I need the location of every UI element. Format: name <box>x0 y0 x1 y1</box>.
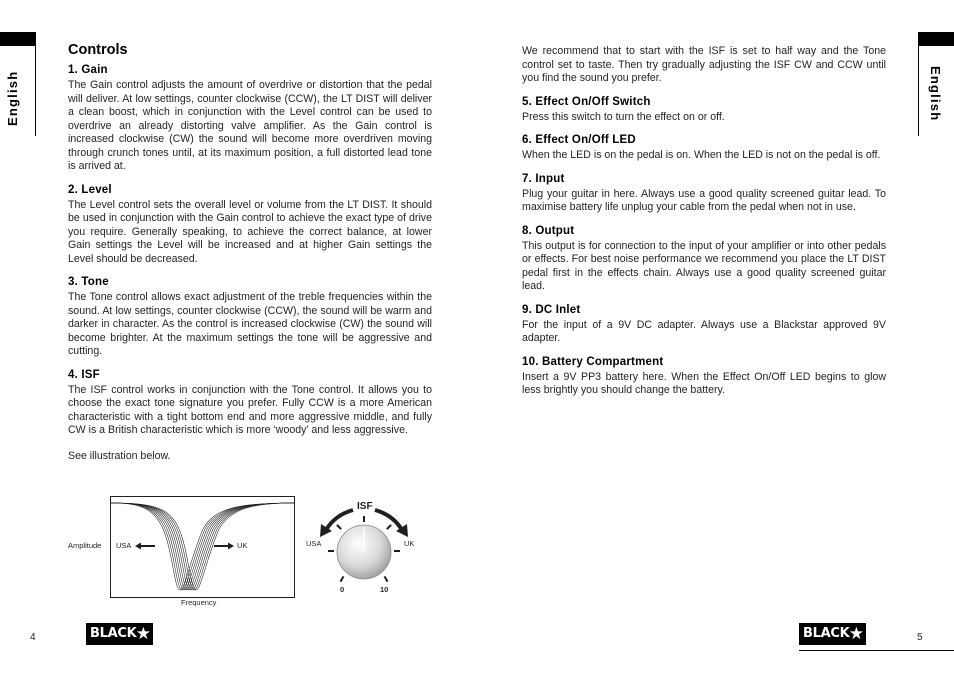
section-body: Press this switch to turn the effect on or off. <box>522 110 725 123</box>
section-battery <box>522 356 886 398</box>
section-dc-inlet <box>522 304 886 346</box>
logo-text: BLACK <box>803 626 850 641</box>
isf-frequency-graph <box>110 496 295 598</box>
see-illustration-note: See illustration below. <box>68 449 171 462</box>
section-body: The ISF control works in conjunction with the Tone control. It allows you to choose the exact tone signature you prefer. Fully CCW is a more American characteristic with a tight bottom end and more aggressive middle, and fully CW is a British characteristic which is more ‘woody’ and less aggressive. <box>68 383 432 436</box>
section-body: When the LED is on the pedal is on. When the LED is not on the pedal is off. <box>522 149 881 161</box>
section-heading: 1. Gain <box>68 64 108 76</box>
star-icon: ★ <box>848 624 864 643</box>
page-title: Controls <box>68 42 128 58</box>
frequency-label: Frequency <box>181 598 217 607</box>
section-output <box>522 225 886 294</box>
left-page-column <box>68 42 432 463</box>
section-heading: 3. Tone <box>68 276 109 288</box>
page-number-left: 4 <box>30 632 36 643</box>
section-level <box>68 184 432 267</box>
section-heading: 4. ISF <box>68 368 100 381</box>
section-heading: 2. Level <box>68 183 112 196</box>
section-body: For the input of a 9V DC adapter. Always use a Blackstar approved 9V adapter. <box>522 318 886 344</box>
graph-usa-label: USA <box>116 541 132 550</box>
footer-rule <box>799 650 954 651</box>
section-gain <box>68 64 432 174</box>
section-body: The Gain control adjusts the amount of overdrive or distortion that the pedal will deliver. At low settings, counter clockwise (CCW), the LT DIST will deliver a clean boost, which in conjunction with the Level control can be used to overdrive an already distorting valve amplifier. As the Gain control is increased clockwise (CW) the sound will become more overdriven moving through crunch tones until, at its maximum position, a full distorted lead tone is arrived at. <box>68 79 432 172</box>
section-body: Insert a 9V PP3 battery here. When the Effect On/Off LED begins to glow less brightly you should change the battery. <box>522 370 886 396</box>
section-heading: 9. DC Inlet <box>522 303 581 316</box>
blackstar-logo-left <box>86 623 153 645</box>
language-tab-right-label: English <box>928 66 943 122</box>
section-effect-switch <box>522 96 886 125</box>
section-heading: 10. Battery Compartment <box>522 355 664 368</box>
knob-uk-label: UK <box>404 539 415 548</box>
knob-usa-label: USA <box>306 539 322 548</box>
graph-uk-label: UK <box>237 541 248 550</box>
section-effect-led <box>522 134 886 163</box>
knob-max-label: 10 <box>380 585 389 594</box>
section-heading: 7. Input <box>522 172 565 185</box>
logo-text: BLACK <box>90 626 137 641</box>
page-number-right: 5 <box>917 632 923 643</box>
section-heading: 8. Output <box>522 224 575 237</box>
knob-isf-label: ISF <box>357 501 373 512</box>
star-icon: ★ <box>135 624 151 643</box>
right-page-column <box>522 45 886 398</box>
section-isf <box>68 369 432 438</box>
blackstar-logo-right <box>799 623 866 645</box>
section-heading: 6. Effect On/Off LED <box>522 134 636 146</box>
intro-paragraph: We recommend that to start with the ISF is set to half way and the Tone control set to taste. Then try gradually adjusting the ISF CW and CCW until you find the sound you prefer. <box>522 45 886 84</box>
section-input <box>522 173 886 215</box>
section-tone <box>68 276 432 359</box>
knob-min-label: 0 <box>340 585 345 594</box>
language-tab-right <box>918 32 954 136</box>
amplitude-label: Amplitude <box>68 541 102 550</box>
isf-curves <box>111 497 294 597</box>
section-body: This output is for connection to the input of your amplifier or into other pedals or effects. For best noise performance we recommend you place the LT DIST pedal first in the effects chain. Always use a good quality screened guitar lead. <box>522 239 886 292</box>
language-tab-left-label: English <box>5 70 20 126</box>
section-body: The Tone control allows exact adjustment of the treble frequencies within the sound. At low settings, counter clockwise (CCW), the sound will be warm and darker in character. As the control is increased clockwise (CW) the sound will become brighter. At the maximum settings the tone will be aggressive and cutting. <box>68 291 432 357</box>
section-body: Plug your guitar in here. Always use a good quality screened guitar lead. To maximise battery life unplug your cable from the pedal when not in use. <box>522 187 886 213</box>
section-heading: 5. Effect On/Off Switch <box>522 95 651 108</box>
language-tab-left <box>0 32 36 136</box>
section-body: The Level control sets the overall level or volume from the LT DIST. It should be used in conjunction with the Gain control to achieve the exact type of drive you require. Generally speaking, to achieve the correct balance, at lower Gain settings the Level will be increased and at higher Gain settings the Level should be decreased. <box>68 198 432 265</box>
